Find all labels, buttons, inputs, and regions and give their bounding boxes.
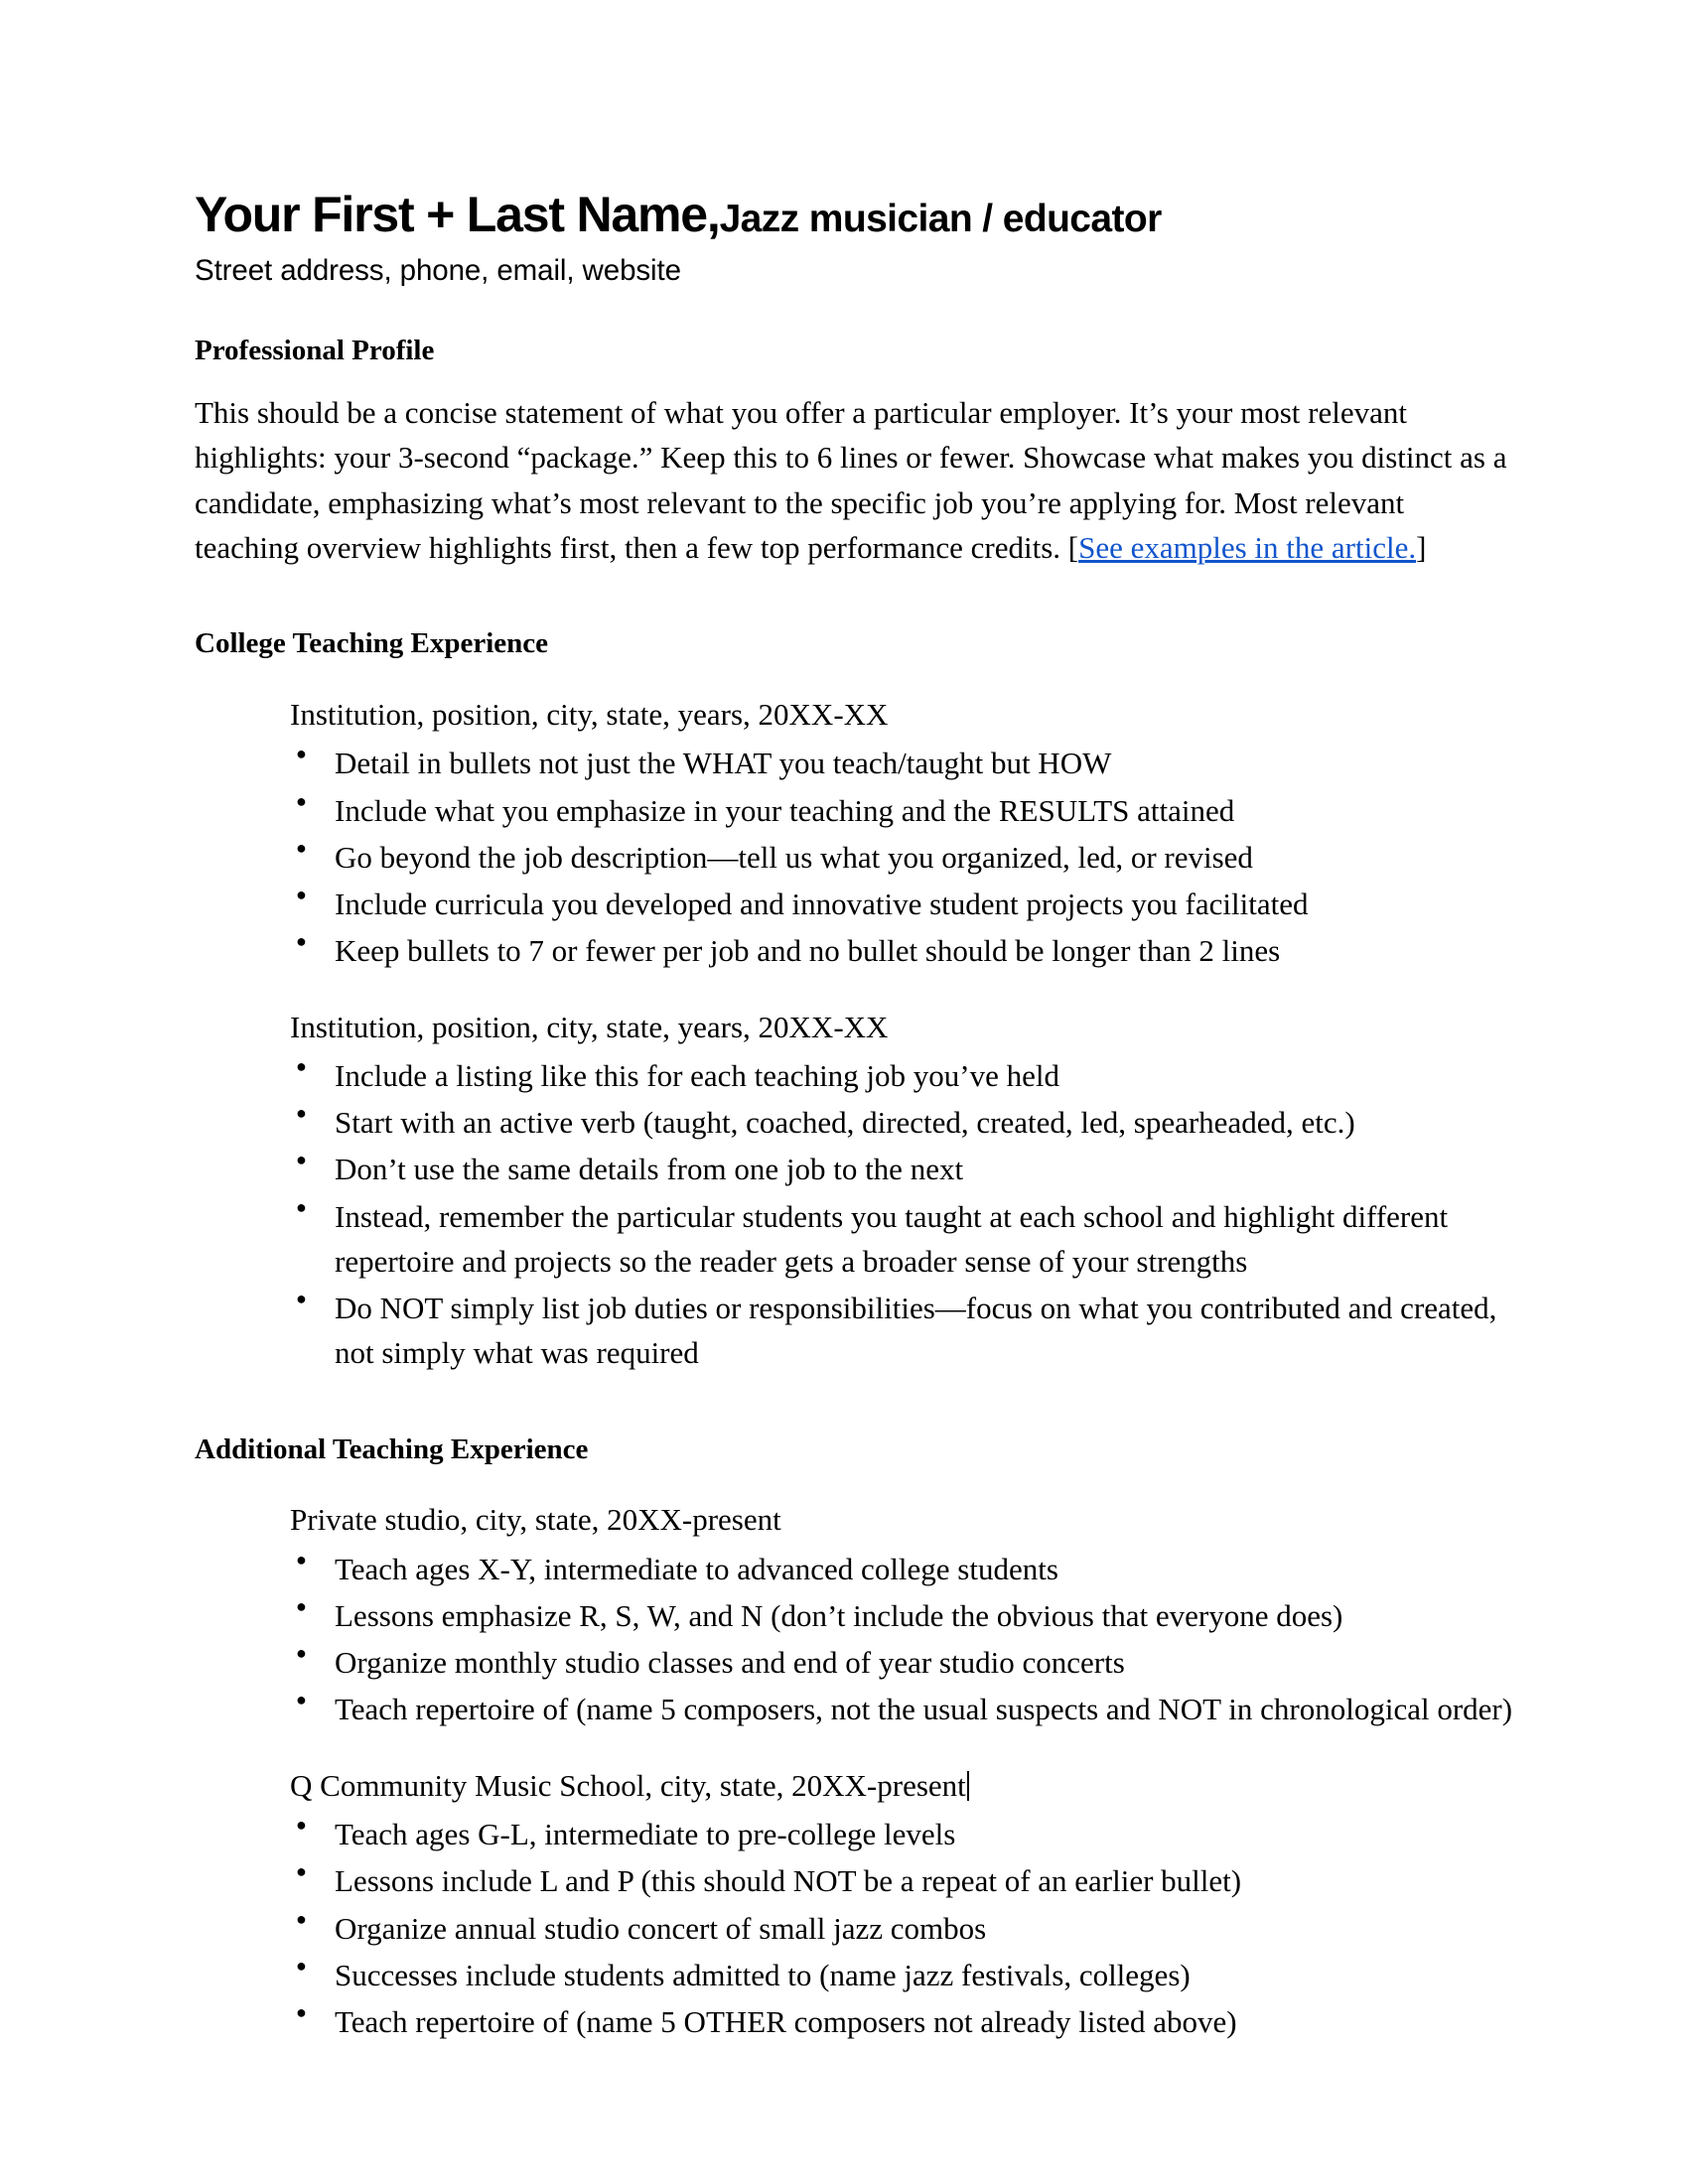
text-cursor-caret [967, 1771, 969, 1801]
list-item: ● Do NOT simply list job duties or responsibilities—focus on what you contributed and created, not simply what was required [290, 1286, 1514, 1376]
job-bullet-list [290, 1812, 1514, 2044]
list-item: ● Keep bullets to 7 or fewer per job and no bullet should be longer than 2 lines [290, 928, 1514, 973]
list-item: ● Instead, remember the particular students you taught at each school and highlight different repertoire and projects so the reader gets a broader sense of your strengths [290, 1194, 1514, 1285]
see-examples-link[interactable]: See examples in the article. [1078, 529, 1417, 565]
list-item: ● Include curricula you developed and innovative student projects you facilitated [290, 882, 1514, 926]
list-item: ● Teach repertoire of (name 5 OTHER composers not already listed above) [290, 1999, 1514, 2044]
list-item: ● Teach ages X-Y, intermediate to advanced college students [290, 1547, 1514, 1591]
job-bullet-list [290, 1547, 1514, 1732]
job-entry [195, 1766, 1514, 2045]
job-bullet-list [290, 741, 1514, 973]
profile-text-after-link: ] [1416, 529, 1427, 565]
job-title-text: Private studio, city, state, 20XX-present [290, 1502, 781, 1538]
profile-text-before-link: This should be a concise statement of what you offer a particular employer. It’s your most relevant highlights: your 3-second “package.” Keep this to 6 lines or fewer. Showcase what makes you distinct as a candidate, emphasizing what’s most relevant to the specific job you’re applying for. Most relevant teaching overview highlights first, then a few top performance credits. [ [195, 395, 1507, 565]
list-item: ● Lessons emphasize R, S, W, and N (don’t include the obvious that everyone does) [290, 1593, 1514, 1638]
list-item: ● Go beyond the job description—tell us what you organized, led, or revised [290, 835, 1514, 880]
job-title [290, 1500, 1514, 1540]
candidate-role: Jazz musician / educator [719, 198, 1162, 240]
list-item: ● Include a listing like this for each teaching job you’ve held [290, 1053, 1514, 1098]
section-heading-college-teaching-experience: College Teaching Experience [195, 627, 549, 660]
section-heading-professional-profile: Professional Profile [195, 335, 435, 367]
job-bullet-list [290, 1053, 1514, 1376]
list-item: ● Include what you emphasize in your teaching and the RESULTS attained [290, 788, 1514, 833]
list-item: ● Organize annual studio concert of small jazz combos [290, 1906, 1514, 1951]
resume-header-title [195, 189, 1514, 241]
list-item: ● Detail in bullets not just the WHAT you teach/taught but HOW [290, 741, 1514, 785]
list-item: ● Don’t use the same details from one job to the next [290, 1147, 1514, 1191]
list-item: ● Start with an active verb (taught, coached, directed, created, led, spearheaded, etc.) [290, 1100, 1514, 1145]
job-title-text: Institution, position, city, state, years, 20XX-XX [290, 697, 889, 733]
job-entry [195, 695, 1514, 974]
section-heading-additional-teaching-experience: Additional Teaching Experience [195, 1433, 589, 1465]
list-item: ● Teach repertoire of (name 5 composers, not the usual suspects and NOT in chronological order) [290, 1687, 1514, 1731]
job-title-text: Institution, position, city, state, years, 20XX-XX [290, 1009, 889, 1044]
job-title [290, 1766, 1514, 1806]
professional-profile-paragraph [195, 390, 1507, 570]
list-item: ● Organize monthly studio classes and end of year studio concerts [290, 1640, 1514, 1685]
job-title [290, 1008, 1514, 1047]
job-entry [195, 1500, 1514, 1731]
list-item: ● Teach ages G-L, intermediate to pre-college levels [290, 1812, 1514, 1856]
contact-line: Street address, phone, email, website [195, 254, 681, 287]
list-item: ● Successes include students admitted to (name jazz festivals, colleges) [290, 1953, 1514, 1997]
job-title [290, 695, 1514, 735]
candidate-name: Your First + Last Name, [195, 187, 720, 242]
job-entry [195, 1008, 1514, 1376]
job-title-text: Q Community Music School, city, state, 20XX-present [290, 1767, 966, 1803]
list-item: ● Lessons include L and P (this should NOT be a repeat of an earlier bullet) [290, 1858, 1514, 1903]
